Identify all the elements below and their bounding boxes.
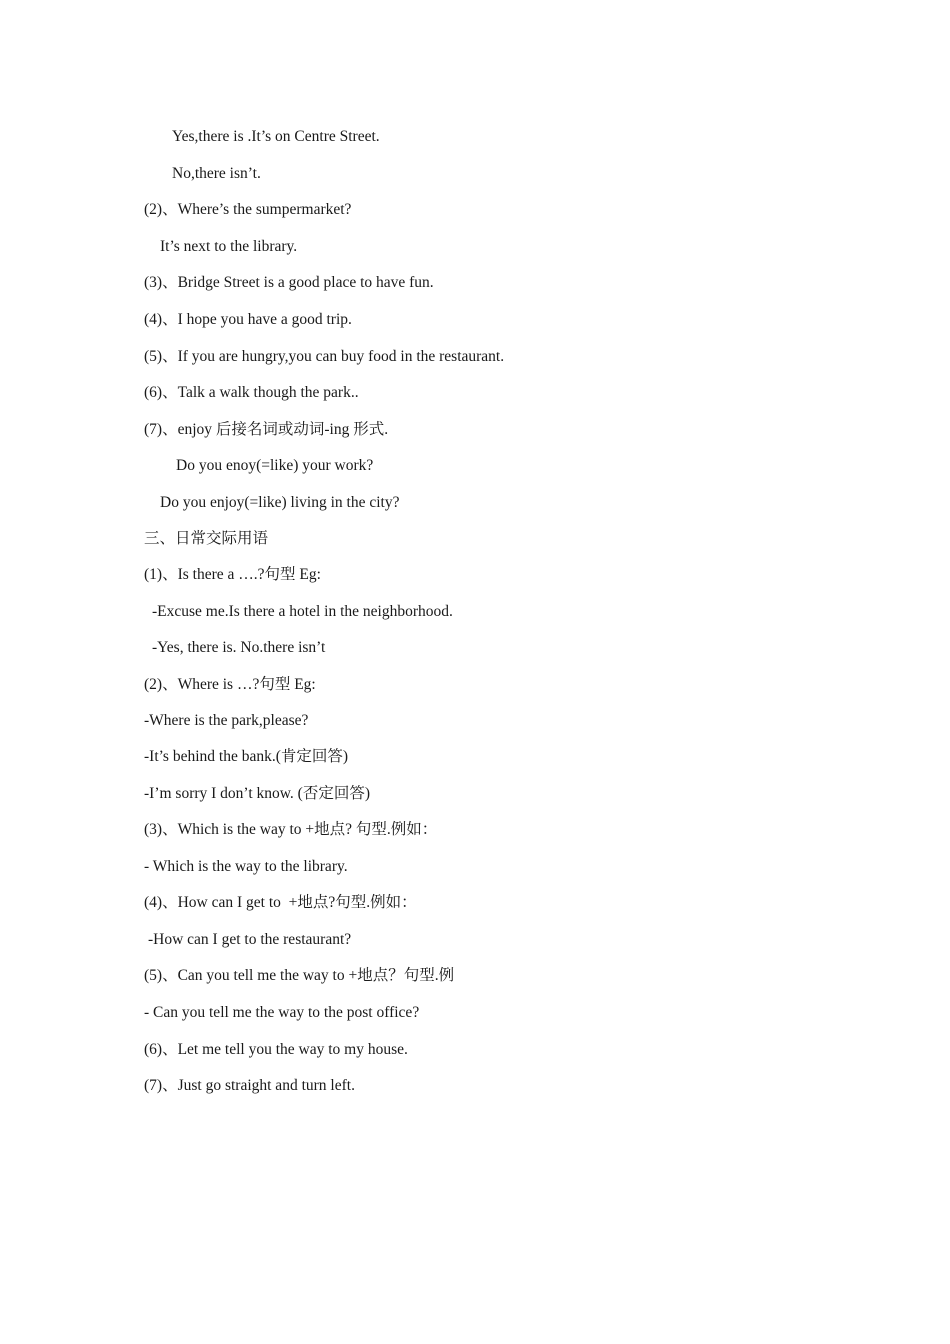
text-line: (4)、How can I get to +地点?句型.例如： (144, 894, 417, 911)
text-line: (3)、Which is the way to +地点? 句型.例如： (144, 821, 438, 838)
text-line: (1)、Is there a ….?句型 Eg: (144, 566, 321, 583)
section-heading: 三、日常交际用语 (144, 530, 269, 547)
text-line: (2)、Where is …?句型 Eg: (144, 676, 316, 693)
text-line: -It’s behind the bank.(肯定回答) (144, 748, 349, 765)
text-line: -How can I get to the restaurant? (148, 931, 352, 948)
text-line: - Which is the way to the library. (144, 858, 348, 875)
text-line: Do you enoy(=like) your work? (176, 457, 374, 474)
text-line: Yes,there is .It’s on Centre Street. (172, 128, 380, 145)
text-line: No,there isn’t. (172, 165, 261, 182)
text-line: Do you enjoy(=like) living in the city? (160, 494, 400, 511)
text-line: (5)、If you are hungry,you can buy food in the restaurant. (144, 348, 505, 365)
text-line: (2)、Where’s the sumpermarket? (144, 201, 352, 218)
text-line: -Excuse me.Is there a hotel in the neighborhood. (152, 603, 453, 620)
text-line: (3)、Bridge Street is a good place to have fun. (144, 274, 434, 291)
text-line: - Can you tell me the way to the post office? (144, 1004, 420, 1021)
text-line: -I’m sorry I don’t know. (否定回答) (144, 785, 371, 802)
text-line: (4)、I hope you have a good trip. (144, 311, 352, 328)
text-line: (7)、Just go straight and turn left. (144, 1077, 355, 1094)
text-line: (5)、Can you tell me the way to +地点？句型.例 (144, 967, 455, 984)
text-line: (6)、Let me tell you the way to my house. (144, 1041, 408, 1058)
text-line: (7)、enjoy 后接名词或动词-ing 形式. (144, 421, 389, 438)
text-line: -Yes, there is. No.there isn’t (152, 639, 326, 656)
text-line: It’s next to the library. (160, 238, 298, 255)
text-line: -Where is the park,please? (144, 712, 309, 729)
text-line: (6)、Talk a walk though the park.. (144, 384, 359, 401)
